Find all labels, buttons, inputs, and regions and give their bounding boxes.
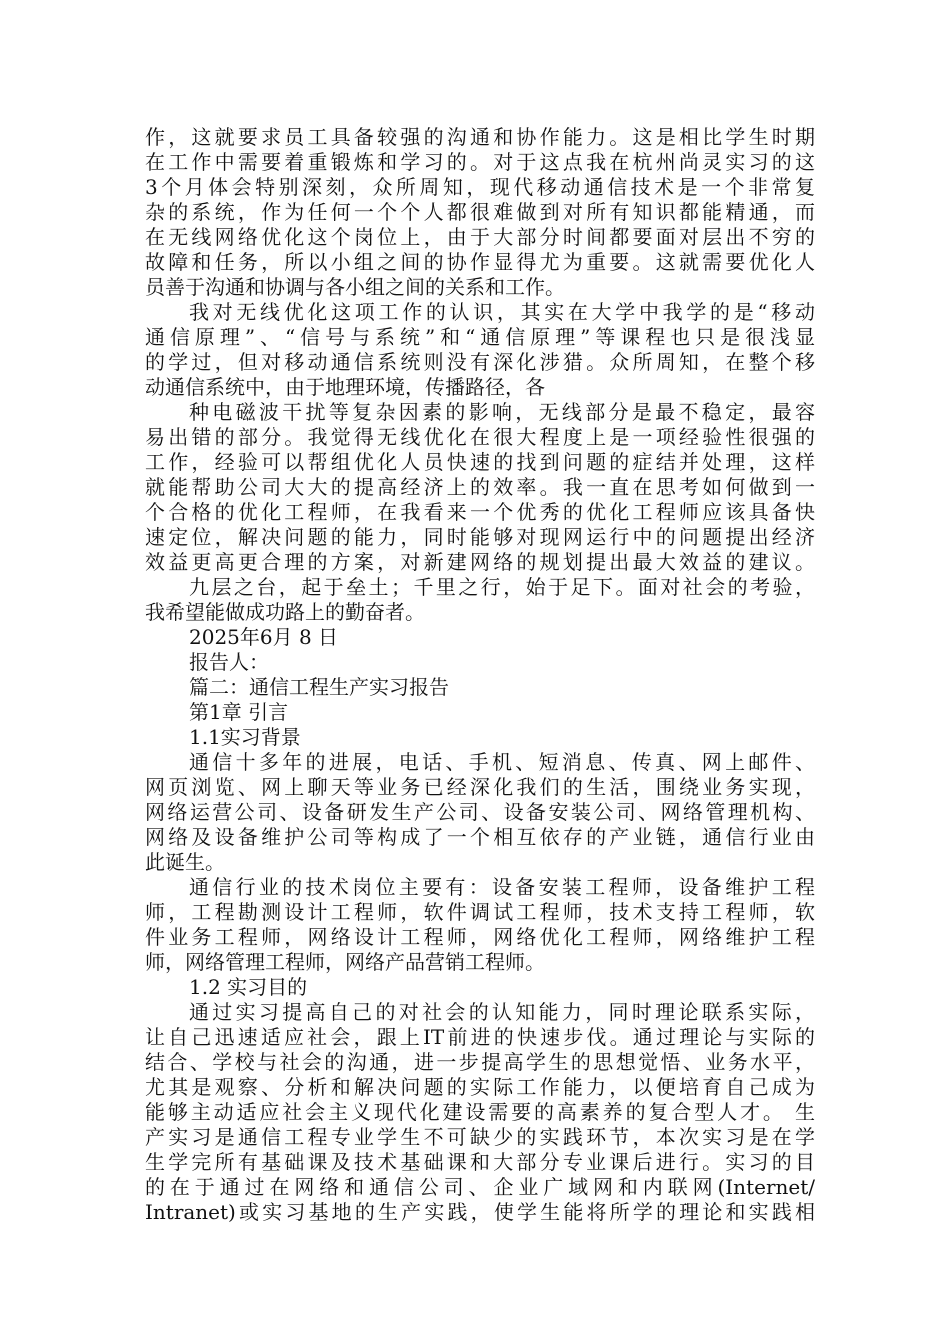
text-line: 师，网络管理工程师，网络产品营销工程师。 xyxy=(145,950,545,974)
text-line: 动通信系统中，由于地理环境，传播路径，各 xyxy=(145,375,545,399)
text-line: 通过实习提高自己的对社会的认知能力，同时理论联系实际， xyxy=(189,1000,815,1024)
text-line: 件业务工程师，网络设计工程师，网络优化工程师，网络维护工程 xyxy=(145,925,815,949)
text-line: 易出错的部分。我觉得无线优化在很大程度上是一项经验性很强的 xyxy=(145,425,815,449)
text-line: 员善于沟通和协调与各小组之间的关系和工作。 xyxy=(145,275,565,299)
text-line: Intranet)或实习基地的生产实践，使学生能将所学的理论和实践相 xyxy=(145,1200,815,1224)
text-line: 速定位，解决问题的能力，同时能够对现网运行中的问题提出经济 xyxy=(145,525,815,549)
text-line: 1.2 实习目的 xyxy=(189,975,308,999)
text-line: 通信行业的技术岗位主要有：设备安装工程师，设备维护工程 xyxy=(189,875,815,899)
text-line: 故障和任务，所以小组之间的协作显得尤为重要。这就需要优化人 xyxy=(145,250,815,274)
text-line: 产实习是通信工程专业学生不可缺少的实践环节，本次实习是在学 xyxy=(145,1125,815,1149)
text-line: 报告人： xyxy=(189,650,269,674)
text-line: 在无线网络优化这个岗位上，由于大部分时间都要面对层出不穷的 xyxy=(145,225,815,249)
text-line: 生学完所有基础课及技术基础课和大部分专业课后进行。实习的目 xyxy=(145,1150,815,1174)
text-line: 通信十多年的进展，电话、手机、短消息、传真、网上邮件、 xyxy=(189,750,815,774)
text-line: 师，工程勘测设计工程师，软件调试工程师，技术支持工程师，软 xyxy=(145,900,815,924)
text-line: 2025年6月 8 日 xyxy=(189,625,339,649)
text-line: 尤其是观察、分析和解决问题的实际工作能力，以便培育自己成为 xyxy=(145,1075,815,1099)
text-line: 种电磁波干扰等复杂因素的影响，无线部分是最不稳定，最容 xyxy=(189,400,815,424)
text-line: 的学过，但对移动通信系统则没有深化涉猎。众所周知，在整个移 xyxy=(145,350,815,374)
text-line: 作，这就要求员工具备较强的沟通和协作能力。这是相比学生时期 xyxy=(145,125,815,149)
text-line: 网页浏览、网上聊天等业务已经深化我们的生活，围绕业务实现， xyxy=(145,775,815,799)
text-line: 第1章 引言 xyxy=(189,700,289,724)
text-line: 个合格的优化工程师，在我看来一个优秀的优化工程师应该具备快 xyxy=(145,500,815,524)
text-line: 我希望能做成功路上的勤奋者。 xyxy=(145,600,425,624)
text-line: 1.1实习背景 xyxy=(189,725,301,749)
text-line: 结合、学校与社会的沟通，进一步提高学生的思想觉悟、业务水平， xyxy=(145,1050,815,1074)
text-line: 网络及设备维护公司等构成了一个相互依存的产业链，通信行业由 xyxy=(145,825,815,849)
text-line: 篇二：通信工程生产实习报告 xyxy=(189,675,449,699)
text-line: 效益更高更合理的方案，对新建网络的规划提出最大效益的建议。 xyxy=(145,550,815,574)
text-line: 能够主动适应社会主义现代化建设需要的高素养的复合型人才。 生 xyxy=(145,1100,815,1124)
text-line: 的在于通过在网络和通信公司、企业广域网和内联网(Internet/ xyxy=(145,1175,815,1199)
text-line: 就能帮助公司大大的提高经济上的效率。我一直在思考如何做到一 xyxy=(145,475,815,499)
text-line: 此诞生。 xyxy=(145,850,225,874)
text-line: 3个月体会特别深刻，众所周知，现代移动通信技术是一个非常复 xyxy=(145,175,815,199)
text-line: 让自己迅速适应社会，跟上IT前进的快速步伐。通过理论与实际的 xyxy=(145,1025,815,1049)
text-line: 通信原理”、“信号与系统”和“通信原理”等课程也只是很浅显 xyxy=(145,325,815,349)
document-body xyxy=(145,125,815,1225)
text-line: 九层之台，起于垒土；千里之行，始于足下。面对社会的考验， xyxy=(189,575,815,599)
text-line: 网络运营公司、设备研发生产公司、设备安装公司、网络管理机构、 xyxy=(145,800,815,824)
text-line: 我对无线优化这项工作的认识，其实在大学中我学的是“移动 xyxy=(189,300,815,324)
text-line: 杂的系统，作为任何一个个人都很难做到对所有知识都能精通，而 xyxy=(145,200,815,224)
text-line: 工作，经验可以帮组优化人员快速的找到问题的症结并处理，这样 xyxy=(145,450,815,474)
text-line: 在工作中需要着重锻炼和学习的。对于这点我在杭州尚灵实习的这 xyxy=(145,150,815,174)
